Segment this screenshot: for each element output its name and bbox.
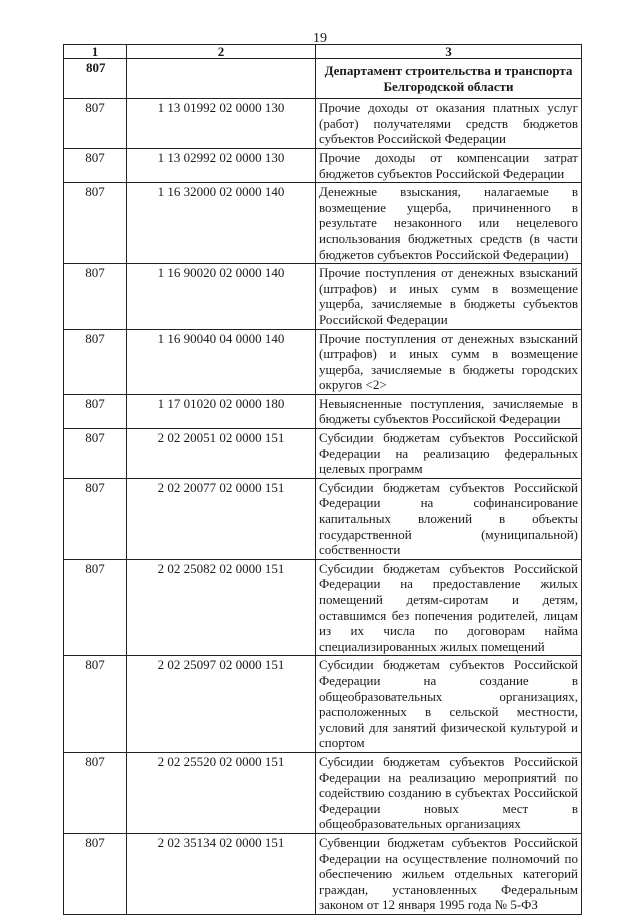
budget-revenue-table	[63, 44, 582, 915]
admin-code-cell: 807	[64, 429, 127, 479]
revenue-name-cell: Невыясненные поступления, зачисляемые в бюджеты субъектов Российской Федерации	[316, 394, 582, 428]
budget-code-cell: 2 02 25097 02 0000 151	[127, 656, 316, 753]
table-row	[64, 183, 582, 264]
budget-code-cell: 1 16 32000 02 0000 140	[127, 183, 316, 264]
revenue-name-cell: Денежные взыскания, налагаемые в возмещение ущерба, причиненного в результате незаконного или нецелевого использования бюджетных средств (в части бюджетов субъектов Российской Федерации)	[316, 183, 582, 264]
admin-code-cell: 807	[64, 264, 127, 329]
admin-code-cell: 807	[64, 656, 127, 753]
column-header-3: 3	[316, 45, 582, 59]
budget-code-cell: 2 02 25520 02 0000 151	[127, 752, 316, 833]
column-header-2: 2	[127, 45, 316, 59]
admin-code-cell: 807	[64, 559, 127, 656]
table-row	[64, 478, 582, 559]
table-row	[64, 264, 582, 329]
admin-code-cell: 807	[64, 183, 127, 264]
table-row	[64, 99, 582, 149]
budget-code-cell: 2 02 25082 02 0000 151	[127, 559, 316, 656]
table-row	[64, 394, 582, 428]
budget-code-cell: 1 13 01992 02 0000 130	[127, 99, 316, 149]
table-header-row	[64, 45, 582, 59]
department-row	[64, 59, 582, 99]
table-row	[64, 752, 582, 833]
admin-code-cell: 807	[64, 148, 127, 182]
table-row	[64, 329, 582, 394]
table-row	[64, 148, 582, 182]
budget-code-cell: 2 02 35134 02 0000 151	[127, 833, 316, 914]
admin-code-cell: 807	[64, 329, 127, 394]
revenue-name-cell: Субсидии бюджетам субъектов Российской Федерации на реализацию мероприятий по содействию созданию в субъектах Российской Федерации новых мест в общеобразовательных организациях	[316, 752, 582, 833]
budget-code-cell: 1 13 02992 02 0000 130	[127, 148, 316, 182]
revenue-name-cell: Прочие доходы от компенсации затрат бюджетов субъектов Российской Федерации	[316, 148, 582, 182]
table-row	[64, 656, 582, 753]
admin-code-cell: 807	[64, 833, 127, 914]
page-number: 19	[313, 31, 327, 46]
revenue-name-cell: Субсидии бюджетам субъектов Российской Федерации на создание в общеобразовательных организациях, расположенных в сельской местности, условий для занятий физической культурой и спортом	[316, 656, 582, 753]
admin-code-cell: 807	[64, 752, 127, 833]
revenue-name-cell: Субсидии бюджетам субъектов Российской Федерации на софинансирование капитальных вложений в объекты государственной (муниципальной) собственности	[316, 478, 582, 559]
revenue-name-cell: Прочие поступления от денежных взысканий (штрафов) и иных сумм в возмещение ущерба, зачисляемые в бюджеты субъектов Российской Федерации	[316, 264, 582, 329]
admin-code-cell: 807	[64, 394, 127, 428]
department-budget-code	[127, 59, 316, 99]
revenue-name-cell: Прочие доходы от оказания платных услуг (работ) получателями средств бюджетов субъектов Российской Федерации	[316, 99, 582, 149]
budget-code-cell: 1 17 01020 02 0000 180	[127, 394, 316, 428]
table-row	[64, 559, 582, 656]
admin-code-cell: 807	[64, 478, 127, 559]
department-admin-code: 807	[64, 59, 127, 99]
revenue-name-cell: Субвенции бюджетам субъектов Российской Федерации на осуществление полномочий по обеспечению жильем отдельных категорий граждан, установленных Федеральным законом от 12 января 1995 года № 5-ФЗ	[316, 833, 582, 914]
table-row	[64, 429, 582, 479]
budget-code-cell: 1 16 90040 04 0000 140	[127, 329, 316, 394]
revenue-name-cell: Прочие поступления от денежных взысканий (штрафов) и иных сумм в возмещение ущерба, зачисляемые в бюджеты городских округов <2>	[316, 329, 582, 394]
revenue-name-cell: Субсидии бюджетам субъектов Российской Федерации на предоставление жилых помещений детям-сиротам и детям, оставшимся без попечения родителей, лицам из их числа по договорам найма специализированных жилых помещений	[316, 559, 582, 656]
department-name: Департамент строительства и транспорта Белгородской области	[316, 59, 582, 99]
budget-code-cell: 1 16 90020 02 0000 140	[127, 264, 316, 329]
budget-code-cell: 2 02 20077 02 0000 151	[127, 478, 316, 559]
table-row	[64, 833, 582, 914]
budget-code-cell: 2 02 20051 02 0000 151	[127, 429, 316, 479]
column-header-1: 1	[64, 45, 127, 59]
revenue-name-cell: Субсидии бюджетам субъектов Российской Федерации на реализацию федеральных целевых программ	[316, 429, 582, 479]
admin-code-cell: 807	[64, 99, 127, 149]
